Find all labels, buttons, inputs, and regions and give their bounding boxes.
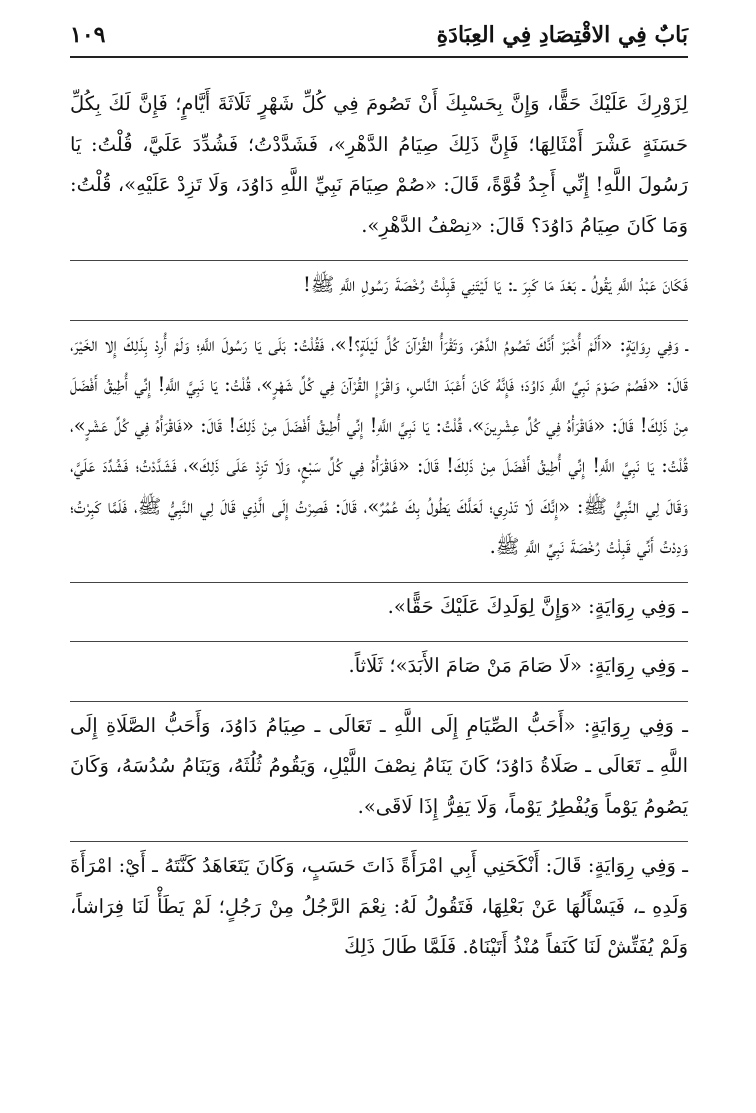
body-text	[70, 84, 688, 1083]
paragraph: لِزَوْرِكَ عَلَيْكَ حَقًّا، وَإِنَّ بِحَسْبِكَ أَنْ تَصُومَ فِي كُلِّ شَهْرٍ ثَلَاثَةَ أَيَّامٍ؛ فَإِنَّ لَكَ بِكُلِّ حَسَنَةٍ عَشْرَ أَمْثَالِهَا؛ فَإِنَّ ذَلِكَ صِيَامُ الدَّهْرِ»، فَشَدَّدْتُ؛ فَشُدِّدَ عَلَيَّ، قُلْتُ: يَا رَسُولَ اللَّهِ! إِنِّي أَجِدُ قُوَّةً، قَالَ: «صُمْ صِيَامَ نَبِيِّ اللَّهِ دَاوُدَ، وَلَا تَزِدْ عَلَيْهِ»، قُلْتُ: وَمَا كَانَ صِيَامُ دَاوُدَ؟ قَالَ: «نِصْفُ الدَّهْرِ».	[70, 92, 688, 237]
paragraph: ـ وَفِي رِوَايَةٍ: قَالَ: أَنْكَحَنِي أَبِي امْرَأَةً ذَاتَ حَسَبٍ، وَكَانَ يَتَعَاهَدُ كَنَّتَهُ ـ أَيْ: امْرَأَةَ وَلَدِهِ ـ، فَيَسْأَلُهَا عَنْ بَعْلِهَا، فَتَقُولُ لَهُ: نِعْمَ الرَّجُلُ مِنْ رَجُلٍ؛ لَمْ يَطَأْ لَنَا فِرَاشاً، وَلَمْ يُفَتِّشْ لَنَا كَنَفاً مُنْذُ أَتَيْنَاهُ. فَلَمَّا طَالَ ذَلِكَ	[70, 841, 688, 968]
page-number: ١٠٩	[70, 22, 106, 48]
paragraph: ـ وَفِي رِوَايَةٍ: «لَا صَامَ مَنْ صَامَ الأَبَدَ»؛ ثَلَاثاً.	[70, 641, 688, 687]
paragraph: فَكَانَ عَبْدُ اللَّهِ يَقُولُ ـ بَعْدَ مَا كَبِرَ ـ: يَا لَيْتَنِي قَبِلْتُ رُخْصَةَ رَسُولِ اللَّهِ ﷺ!	[70, 260, 688, 306]
paragraph: ـ وَفِي رِوَايَةٍ: «أَحَبُّ الصِّيَامِ إِلَى اللَّهِ ـ تَعَالَى ـ صِيَامُ دَاوُدَ، وَأَحَبُّ الصَّلَاةِ إِلَى اللَّهِ ـ تَعَالَى ـ صَلَاةُ دَاوُدَ؛ كَانَ يَنَامُ نِصْفَ اللَّيْلِ، وَيَقُومُ ثُلُثَهُ، وَيَنَامُ سُدُسَهُ، وَكَانَ يَصُومُ يَوْماً وَيُفْطِرُ يَوْماً، وَلَا يَفِرُّ إِذَا لَاقَى».	[70, 701, 688, 828]
running-title: بَابٌ فِي الاقْتِصَادِ فِي العِبَادَةِ	[436, 22, 688, 48]
paragraph: ـ وَفِي رِوَايَةٍ: «وَإِنَّ لِوَلَدِكَ عَلَيْكَ حَقًّا».	[70, 582, 688, 628]
paragraph: ـ وَفِي رِوَايَةٍ: «أَلَمْ أُخْبَرْ أَنَّكَ تَصُومُ الدَّهْرَ، وَتَقْرَأُ القُرْآنَ كُلَّ لَيْلَةٍ؟!»، فَقُلْتُ: بَلَى يَا رَسُولَ اللَّهِ؛ وَلَمْ أُرِدْ بِذَلِكَ إِلا الخَيْرَ، قَالَ: «فَصُمْ صَوْمَ نَبِيِّ اللَّهِ دَاوُدَ؛ فَإِنَّهُ كَانَ أَعْبَدَ النَّاسِ، وَاقْرَإِ القُرْآنَ فِي كُلِّ شَهْرٍ»، قُلْتُ: يَا نَبِيَّ اللَّهِ! إِنِّي أُطِيقُ أَفْضَلَ مِنْ ذَلِكَ! قَالَ: «فَاقْرَأْهُ فِي كُلِّ عِشْرِينَ»، قُلْتُ: يَا نَبِيَّ اللَّهِ! إِنِّي أُطِيقُ أَفْضَلَ مِنْ ذَلِكَ! قَالَ: «فَاقْرَأْهُ فِي كُلِّ عَشْرٍ»، قُلْتُ: يَا نَبِيَّ اللَّهِ! إِنِّي أُطِيقُ أَفْضَلَ مِنْ ذَلِكَ! قَالَ: «فَاقْرَأْهُ فِي كُلِّ سَبْعٍ، وَلَا تَزِدْ عَلَى ذَلِكَ»، فَشَدَّدْتُ؛ فَشُدِّدَ عَلَيَّ، وَقَالَ لِي النَّبِيُّ ﷺ: «إِنَّكَ لَا تَدْرِي؛ لَعَلَّكَ يَطُولُ بِكَ عُمُرٌ»، قَالَ: فَصِرْتُ إِلَى الَّذِي قَالَ لِي النَّبِيُّ ﷺ، فَلَمَّا كَبِرْتُ؛ وَدِدْتُ أَنِّي قَبِلْتُ رُخْصَةَ نَبِيِّ اللَّهِ ﷺ.	[70, 320, 688, 568]
page-header	[70, 20, 688, 58]
